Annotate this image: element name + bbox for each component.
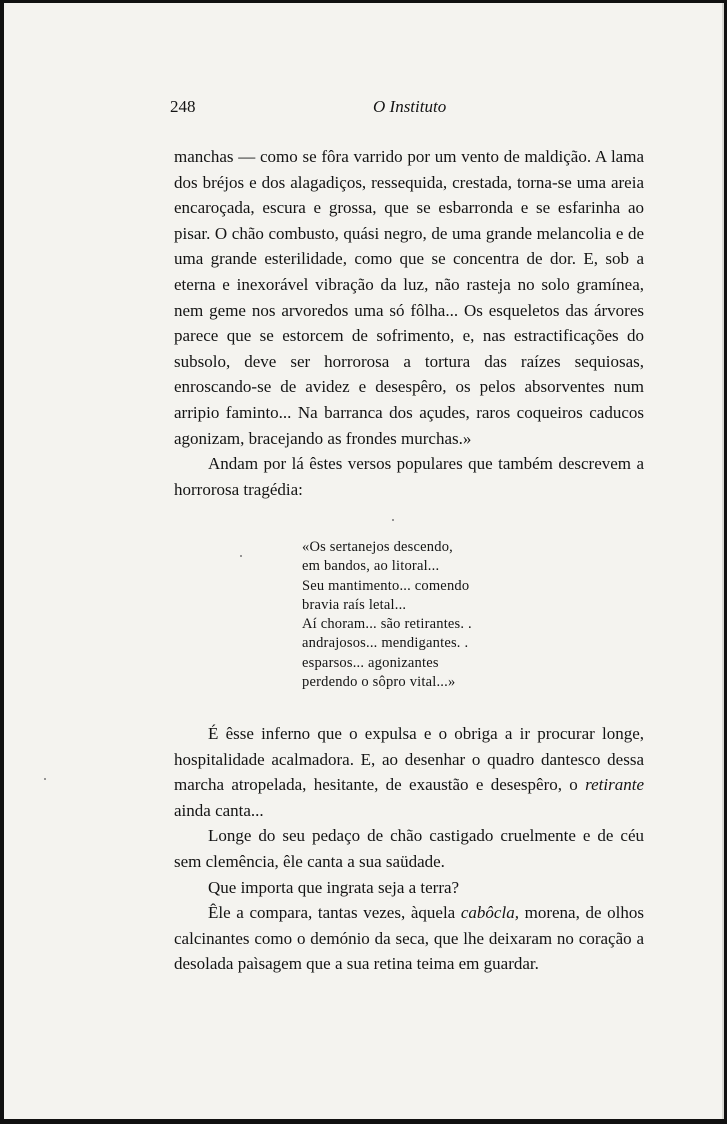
poem-line: «Os sertanejos descendo,	[302, 539, 453, 555]
book-page	[4, 3, 724, 1119]
poem-line: Aí choram... são retirantes. .	[302, 616, 472, 633]
paper-speck	[240, 555, 242, 557]
poem-line: bravia raís letal...	[302, 596, 407, 613]
italic-term-cabocla: cabôcla,	[460, 903, 519, 923]
paragraph-text: Êle a compara, tantas vezes, àquela	[208, 903, 461, 923]
poem-line: andrajosos... mendigantes. .	[302, 635, 469, 652]
page-header	[170, 97, 644, 121]
body-text-top	[174, 144, 644, 502]
paragraph-manchas: manchas — como se fôra varrido por um vento de maldição. A lama dos bréjos e dos alagadiços, ressequida, crestada, torna-se uma areia encaroçada, escura e grossa, que se esbarronda e se esfarinha ao pisar. O chão combusto, quási negro, de uma grande melancolia e de uma grande esterilidade, como que se concentra de dor. E, sob a eterna e inexorável vibração da luz, não rasteja no solo gramínea, nem geme nos arvoredos uma só fôlha... Os esqueletos das árvores parece que se estorcem de sofrimento, e, nas estractificações do subsolo, deve ser horrorosa a tortura das raízes sequiosas, enroscando-se de avidez e desespêro, os pelos absorventes num arripio faminto... Na barranca dos açudes, raros coqueiros caducos agonizam, bracejando as frondes murchas.»	[174, 147, 644, 448]
body-text-bottom	[174, 721, 644, 977]
paragraph-cabocla	[174, 900, 644, 977]
poem-line: perdendo o sôpro vital...»	[302, 674, 456, 691]
paragraph-text: ainda canta...	[174, 800, 264, 820]
paragraph-text: morena, de olhos calcinantes como o demónio da seca, que lhe deixaram no coração a desolada paìsagem que a sua retina teima em guardar.	[174, 903, 645, 974]
paragraph-inferno	[174, 721, 644, 823]
paper-speck	[44, 778, 46, 780]
paragraph-text: É êsse inferno que o expulsa e o obriga a ir procurar longe, hospitalidade acalmadora. E, ao desenhar o quadro dantesco dessa marcha atropelada, hesitante, de exaustão e desespêro, o	[174, 724, 644, 795]
poem-line: em bandos, ao litoral...	[302, 558, 440, 575]
paper-speck	[392, 519, 394, 521]
running-title: O Instituto	[373, 97, 447, 116]
poem-block	[302, 538, 532, 692]
poem-line: Seu mantimento... comendo	[302, 577, 470, 594]
paragraph-longe: Longe do seu pedaço de chão castigado cruelmente e de céu sem clemência, êle canta a sua saüdade.	[174, 826, 644, 871]
page-number: 248	[170, 97, 196, 116]
paragraph-ingrata: Que importa que ingrata seja a terra?	[208, 877, 460, 897]
poem-line: esparsos... agonizantes	[302, 654, 439, 671]
italic-term-retirante: retirante	[585, 775, 644, 795]
paragraph-versos: Andam por lá êstes versos populares que também descrevem a horrorosa tragédia:	[174, 454, 644, 499]
